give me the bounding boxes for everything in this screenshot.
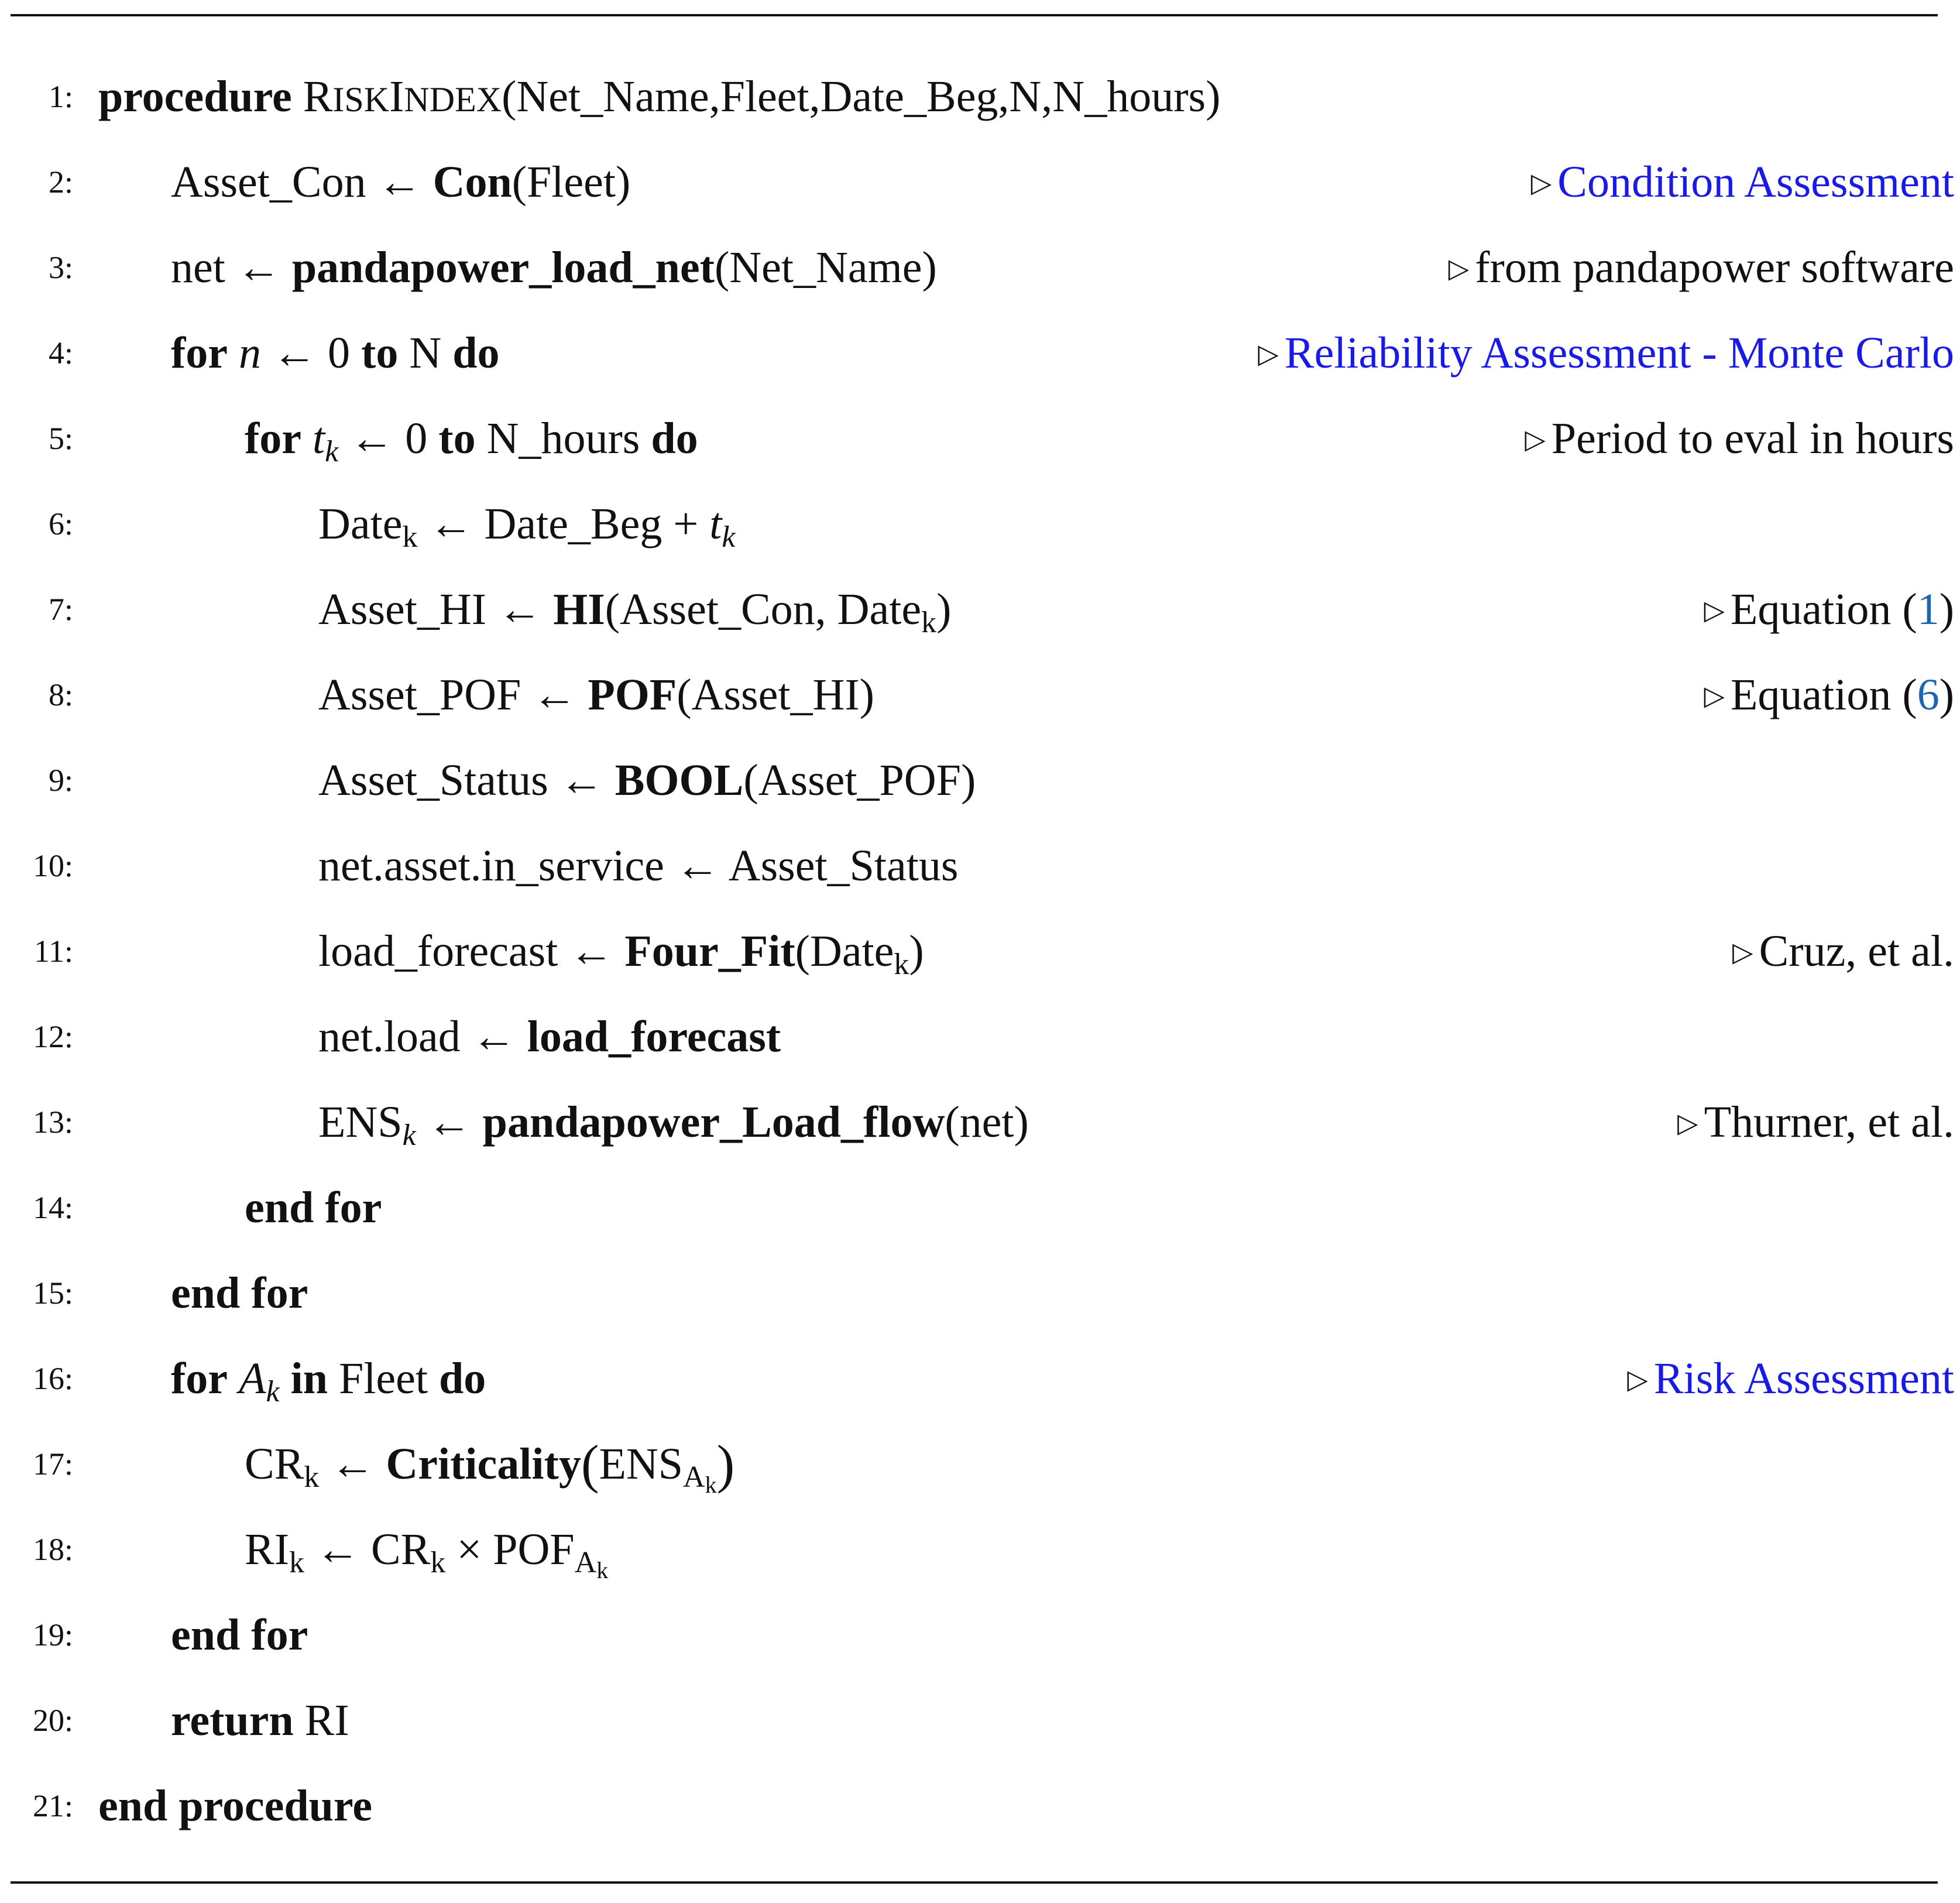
line-number: 21:	[32, 1788, 73, 1823]
statement: $ENS_k$ ← pandapower_Load_flow(net)	[318, 1098, 1029, 1152]
comment-triangle-icon: ▷	[1627, 1364, 1648, 1394]
top-rule	[11, 14, 1938, 16]
algorithm-line-2	[0, 139, 1960, 225]
algorithm-line-3	[0, 225, 1960, 310]
comment: ▷ Equation (1)	[1704, 585, 1954, 634]
end-for: end for	[171, 1610, 308, 1659]
equation-ref-link[interactable]: 6	[1917, 670, 1940, 719]
equation-ref-link[interactable]: 1	[1917, 585, 1940, 634]
end-for: end for	[245, 1183, 382, 1232]
statement: Date$_k$ ← Date_Beg + $t_k$	[318, 499, 736, 554]
keyword-procedure: procedure	[98, 72, 292, 121]
line-number: 19:	[32, 1617, 73, 1652]
statement: Asset_POF ← POF(Asset_HI)	[318, 670, 874, 719]
statement: Asset_Con ← Con(Fleet)	[171, 157, 631, 207]
comment-link[interactable]: Risk Assessment	[1653, 1354, 1954, 1403]
algorithm-line-16	[0, 1336, 1960, 1421]
comment	[1530, 157, 1954, 207]
line-number: 17:	[32, 1446, 73, 1482]
line-number: 7:	[48, 592, 73, 627]
end-for: end for	[171, 1268, 308, 1318]
algorithm-line-19	[0, 1592, 1960, 1678]
procedure-args: (Net_Name,Fleet,Date_Beg,N,N_hours)	[502, 72, 1221, 121]
comment: ▷ Thurner, et al.	[1677, 1098, 1954, 1147]
comment-link[interactable]: Condition Assessment	[1557, 157, 1954, 207]
algorithm-line-4	[0, 310, 1960, 396]
comment	[1628, 1356, 1954, 1401]
line-number: 18:	[32, 1532, 73, 1567]
algorithm-line-18	[0, 1507, 1960, 1592]
for-loop: for $A_k$ in Fleet do	[171, 1354, 486, 1408]
algorithm-line-12	[0, 994, 1960, 1079]
algorithm-line-8	[0, 652, 1960, 738]
procedure-name: RISKINDEX	[303, 72, 502, 121]
algorithm-line-17	[0, 1421, 1960, 1507]
algorithm-line-10	[0, 823, 1960, 908]
comment-triangle-icon: ▷	[1732, 937, 1753, 967]
line-number: 10:	[32, 848, 73, 883]
line-number: 8:	[48, 677, 73, 712]
for-loop: for $t_k$ ← 0 to N_hours do	[245, 414, 698, 468]
algorithm-line-7	[0, 567, 1960, 652]
algorithm-line-14	[0, 1165, 1960, 1250]
statement: net.asset.in_service ← Asset_Status	[318, 841, 959, 890]
comment-triangle-icon: ▷	[1258, 339, 1279, 369]
line-number: 11:	[34, 934, 73, 969]
comment-triangle-icon: ▷	[1448, 253, 1470, 283]
comment: ▷ Period to eval in hours	[1525, 414, 1954, 463]
comment: ▷ Equation (6)	[1704, 670, 1954, 719]
line-number: 13:	[32, 1105, 73, 1140]
procedure-header	[98, 74, 1220, 119]
comment-triangle-icon: ▷	[1525, 424, 1546, 454]
line-number: 14:	[32, 1190, 73, 1225]
statement: Asset_Status ← BOOL(Asset_POF)	[318, 756, 976, 805]
algorithm-line-13	[0, 1079, 1960, 1165]
line-number: 16:	[32, 1361, 73, 1396]
algorithm-line-20	[0, 1678, 1960, 1763]
comment-triangle-icon: ▷	[1530, 168, 1552, 198]
algorithm-line-1	[0, 54, 1960, 139]
line-number: 5:	[48, 421, 73, 456]
comment-link[interactable]: Reliability Assessment - Monte Carlo	[1284, 328, 1954, 378]
line-number: 20:	[32, 1703, 73, 1738]
comment-triangle-icon: ▷	[1704, 595, 1725, 625]
comment-triangle-icon: ▷	[1704, 681, 1725, 711]
bottom-rule	[11, 1881, 1938, 1884]
line-number: 9:	[48, 763, 73, 798]
statement: $RI_k$ ← $CR_k \times POF_{A_k}$	[245, 1525, 609, 1583]
statement: net.load ← load_forecast	[318, 1012, 781, 1061]
algorithm-line-5	[0, 396, 1960, 481]
line-number: 15:	[32, 1275, 73, 1311]
algorithm-line-6	[0, 481, 1960, 567]
comment	[1258, 328, 1954, 378]
line-number: 1:	[48, 79, 73, 114]
line-number: 3:	[48, 250, 73, 285]
statement: net ← pandapower_load_net(Net_Name)	[171, 243, 937, 292]
algorithm-line-11	[0, 908, 1960, 994]
statement: Asset_HI ← HI(Asset_Con, Date$_k$)	[318, 585, 952, 639]
comment: ▷ from pandapower software	[1448, 243, 1954, 292]
line-number: 6:	[48, 506, 73, 541]
line-number: 4:	[48, 335, 73, 371]
for-loop: for n ← 0 to N do	[171, 328, 500, 378]
statement: load_forecast ← Four_Fit(Date$_k$)	[318, 927, 924, 981]
return-statement: return RI	[171, 1696, 349, 1745]
line-number: 2:	[48, 164, 73, 200]
comment-triangle-icon: ▷	[1677, 1108, 1698, 1138]
line-number: 12:	[32, 1019, 73, 1054]
algorithm-line-21	[0, 1763, 1960, 1849]
algorithm-line-15	[0, 1250, 1960, 1336]
statement: $CR_k$ ← $Criticality(ENS_{A_k})$	[245, 1434, 735, 1498]
algorithm-line-9	[0, 738, 1960, 823]
comment: ▷ Cruz, et al.	[1732, 927, 1954, 976]
end-procedure: end procedure	[98, 1781, 372, 1830]
